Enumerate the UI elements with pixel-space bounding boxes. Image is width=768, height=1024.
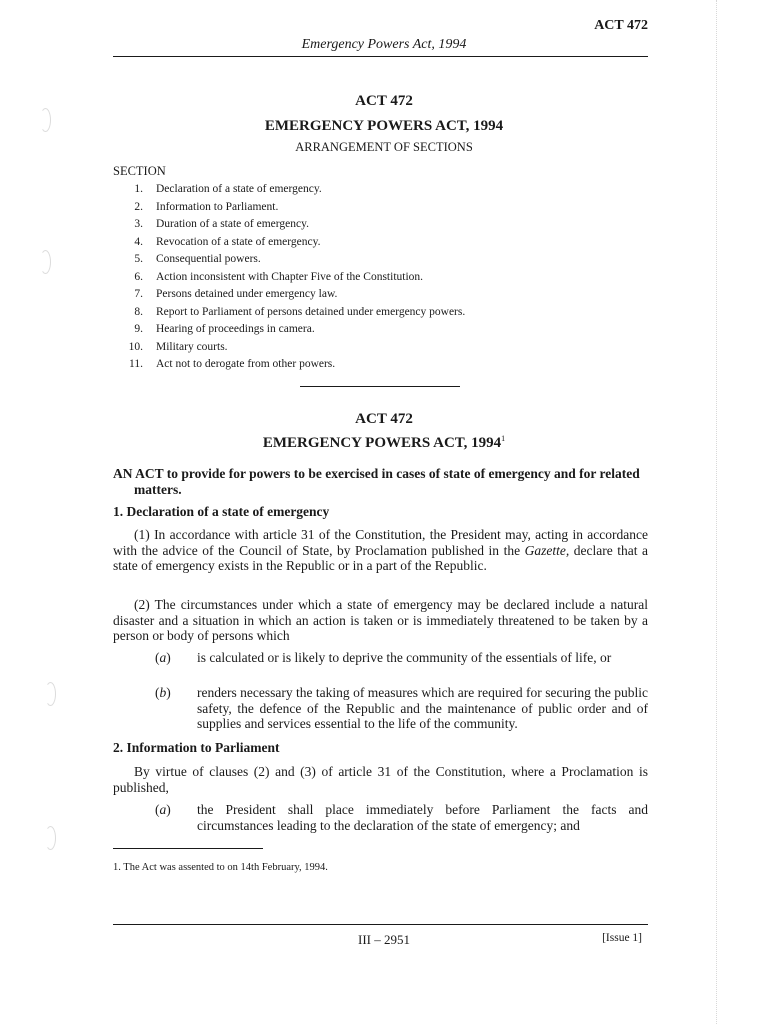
page-number: III – 2951 [358,932,410,947]
footnote-rule [113,848,263,849]
long-title: AN ACT to provide for powers to be exercised in cases of state of emergency and for related matters. [113,466,640,497]
section-2-heading: 2. Information to Parliament [113,740,280,755]
arrangement-act-number: ACT 472 [355,93,413,109]
arrangement-subtitle: ARRANGEMENT OF SECTIONS [295,140,473,154]
header-act-number: ACT 472 [594,18,648,33]
section-list-item: 5. Consequential powers. [134,253,261,265]
act-title: EMERGENCY POWERS ACT, 1994$^1$ [262,434,506,451]
section-list-item: 10. Military courts. [128,340,228,353]
section-list-item: 9. Hearing of proceedings in camera. [134,323,315,335]
section-list-item: 8. Report to Parliament of persons detained under emergency powers. [134,305,466,318]
running-title: Emergency Powers Act, 1994 [301,37,467,52]
header-rule [113,56,648,57]
footnote: 1. The Act was assented to on 14th February, 1994. [113,862,328,873]
section-list-item: 4. Revocation of a state of emergency. [134,235,321,248]
section-list-item: 3. Duration of a state of emergency. [134,218,309,230]
act-number-heading: ACT 472 [355,411,413,427]
section-list-item: 7. Persons detained under emergency law. [134,288,338,300]
section-1-subsection-2: (2) The circumstances under which a state of emergency may be declared include a natural disaster and a situation in which an action is taken or is immediately threatened to be taken by a person or body of persons which [113,597,648,643]
separator-rule [300,386,460,387]
section-list-item: 11. Act not to derogate from other powers. [129,358,336,370]
issue-label: [Issue 1] [602,932,642,944]
section-list-item: 2. Information to Parliament. [134,200,279,213]
footer-rule [113,924,648,925]
section-1-paragraph-b: (b) renders necessary the taking of measures which are required for securing the public safety, the defence of the Republic and the maintenance of public order and of supplies and services essential to the life of the community. [155,685,648,731]
section-1-heading: 1. Declaration of a state of emergency [113,504,330,519]
sections-list [113,181,633,374]
section-1-subsection-1: (1) In accordance with article 31 of the Constitution, the President may, acting in accordance with the advice of the Council of State, by Proclamation published in the Gazette, declare that a state of emergency exists in the Republic or in a part of the Republic. [113,527,649,573]
section-list-item: 1. Declaration of a state of emergency. [134,183,322,195]
section-1-paragraph-a: (a) is calculated or is likely to deprive the community of the essentials of life, or [155,650,612,665]
footnote-reference: 1 [501,434,506,443]
section-2-paragraph-a: (a) the President shall place immediately before Parliament the facts and circumstances leading to the declaration of the state of emergency; and [155,802,648,833]
gazette-word: Gazette, [524,542,570,558]
punch-hole-mark [45,826,56,850]
section-column-heading: SECTION [113,164,166,178]
section-list-item: 6. Action inconsistent with Chapter Five of the Constitution. [134,270,424,283]
punch-hole-mark [45,682,56,706]
arrangement-title: EMERGENCY POWERS ACT, 1994 [264,118,504,134]
section-2-text: By virtue of clauses (2) and (3) of article 31 of the Constitution, where a Proclamation is published, [113,764,648,795]
punch-hole-mark [40,250,51,274]
